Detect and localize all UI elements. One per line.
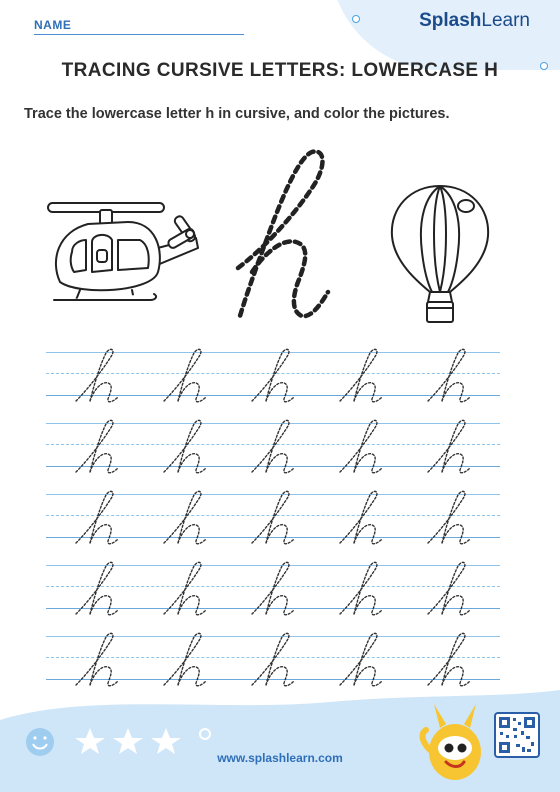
cursive-h-trace[interactable]	[252, 349, 294, 401]
logo-splash-text: Splash	[419, 10, 482, 31]
cursive-h-trace[interactable]	[340, 349, 382, 401]
cursive-h-trace[interactable]	[428, 562, 470, 614]
splashlearn-logo	[419, 10, 530, 32]
cursive-h-trace[interactable]	[164, 349, 206, 401]
cursive-stroke	[164, 420, 201, 472]
cursive-h-trace[interactable]	[340, 491, 382, 543]
cursive-h-trace[interactable]	[76, 491, 118, 543]
name-label: NAME	[34, 18, 72, 32]
hot-air-balloon-picture[interactable]	[392, 186, 488, 322]
cursive-stroke	[76, 349, 113, 401]
cursive-h-trace[interactable]	[340, 562, 382, 614]
cursive-stroke	[164, 491, 201, 543]
cursive-stroke	[340, 491, 377, 543]
cursive-stroke	[76, 420, 113, 472]
tracing-row[interactable]	[46, 487, 500, 558]
cursive-stroke	[340, 349, 377, 401]
cursive-h-trace[interactable]	[76, 349, 118, 401]
cursive-stroke	[252, 562, 289, 614]
tracing-letters[interactable]	[46, 558, 500, 618]
large-cursive-h-trace[interactable]	[238, 151, 328, 316]
cursive-h-trace[interactable]	[252, 562, 294, 614]
cursive-stroke	[252, 491, 289, 543]
cursive-stroke	[252, 349, 289, 401]
tracing-letters[interactable]	[46, 416, 500, 476]
cursive-stroke	[76, 491, 113, 543]
name-field-line[interactable]	[34, 34, 244, 35]
tracing-row[interactable]	[46, 558, 500, 629]
cursive-h-trace[interactable]	[428, 420, 470, 472]
cursive-stroke	[164, 562, 201, 614]
tracing-letters[interactable]	[46, 345, 500, 405]
worksheet-instructions: Trace the lowercase letter h in cursive, and color the pictures.	[24, 106, 450, 122]
cursive-h-trace[interactable]	[164, 562, 206, 614]
cursive-stroke	[428, 420, 465, 472]
decoration-dot	[352, 15, 360, 23]
cursive-h-trace[interactable]	[428, 349, 470, 401]
tracing-row[interactable]	[46, 345, 500, 416]
cursive-stroke	[428, 562, 465, 614]
cursive-h-trace[interactable]	[252, 491, 294, 543]
cursive-h-trace[interactable]	[76, 562, 118, 614]
cursive-h-trace[interactable]	[252, 420, 294, 472]
cursive-stroke	[76, 562, 113, 614]
footer-website-link[interactable]: www.splashlearn.com	[217, 751, 343, 765]
cursive-h-trace[interactable]	[428, 491, 470, 543]
tracing-letters[interactable]	[46, 487, 500, 547]
cursive-h-trace[interactable]	[164, 491, 206, 543]
helicopter-picture[interactable]	[48, 203, 198, 300]
cursive-h-trace[interactable]	[164, 420, 206, 472]
tracing-row[interactable]	[46, 416, 500, 487]
tracing-rows	[46, 345, 500, 700]
footer-decoration	[0, 672, 560, 792]
qr-code-pattern	[496, 714, 538, 756]
worksheet-title: TRACING CURSIVE LETTERS: LOWERCASE H	[61, 60, 499, 81]
cursive-h-trace[interactable]	[340, 420, 382, 472]
cursive-stroke	[340, 420, 377, 472]
cursive-stroke	[252, 420, 289, 472]
cursive-stroke	[164, 349, 201, 401]
cursive-stroke	[428, 349, 465, 401]
cursive-h-trace[interactable]	[76, 420, 118, 472]
cursive-stroke	[428, 491, 465, 543]
logo-learn-text: Learn	[481, 10, 530, 31]
cursive-stroke	[340, 562, 377, 614]
